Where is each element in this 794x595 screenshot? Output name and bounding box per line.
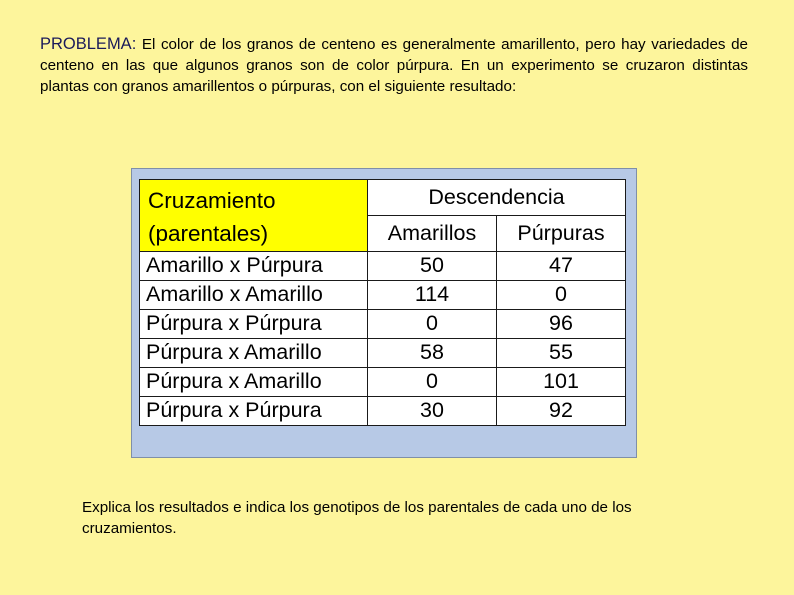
- yellow-count: 50: [368, 252, 497, 281]
- yellow-count: 0: [368, 310, 497, 339]
- header-purple: Púrpuras: [497, 216, 626, 252]
- header-cross-line2: (parentales): [148, 221, 269, 246]
- problem-text: El color de los granos de centeno es generalmente amarillento, pero hay variedades de centeno en las que algunos granos son de color púrpura. En un experimento se cruzaron distintas plantas con granos amarillentos o púrpuras, con el siguiente resultado:: [40, 36, 748, 95]
- cross-label: Amarillo x Amarillo: [140, 281, 368, 310]
- question-text: Explica los resultados e indica los genotipos de los parentales de cada uno de los cruzamientos.: [82, 499, 632, 537]
- table-row: [140, 310, 626, 339]
- yellow-count: 58: [368, 339, 497, 368]
- purple-count: 0: [497, 281, 626, 310]
- purple-count: 47: [497, 252, 626, 281]
- table-row: [140, 397, 626, 426]
- yellow-count: 114: [368, 281, 497, 310]
- problem-label: PROBLEMA:: [40, 35, 137, 53]
- yellow-count: 0: [368, 368, 497, 397]
- purple-count: 92: [497, 397, 626, 426]
- cross-label: Púrpura x Púrpura: [140, 310, 368, 339]
- results-table-panel: [131, 168, 637, 458]
- table-row: [140, 252, 626, 281]
- cross-label: Amarillo x Púrpura: [140, 252, 368, 281]
- purple-count: 55: [497, 339, 626, 368]
- purple-count: 96: [497, 310, 626, 339]
- purple-count: 101: [497, 368, 626, 397]
- table-header-row: [140, 180, 626, 216]
- cross-label: Púrpura x Amarillo: [140, 368, 368, 397]
- yellow-count: 30: [368, 397, 497, 426]
- problem-statement: [40, 34, 748, 97]
- header-yellow: Amarillos: [368, 216, 497, 252]
- table-row: [140, 339, 626, 368]
- cross-label: Púrpura x Amarillo: [140, 339, 368, 368]
- results-table: [139, 179, 626, 426]
- header-cross-parents: [140, 180, 368, 252]
- table-row: [140, 281, 626, 310]
- table-row: [140, 368, 626, 397]
- header-cross-line1: Cruzamiento: [148, 188, 276, 213]
- cross-label: Púrpura x Púrpura: [140, 397, 368, 426]
- header-offspring: Descendencia: [368, 180, 626, 216]
